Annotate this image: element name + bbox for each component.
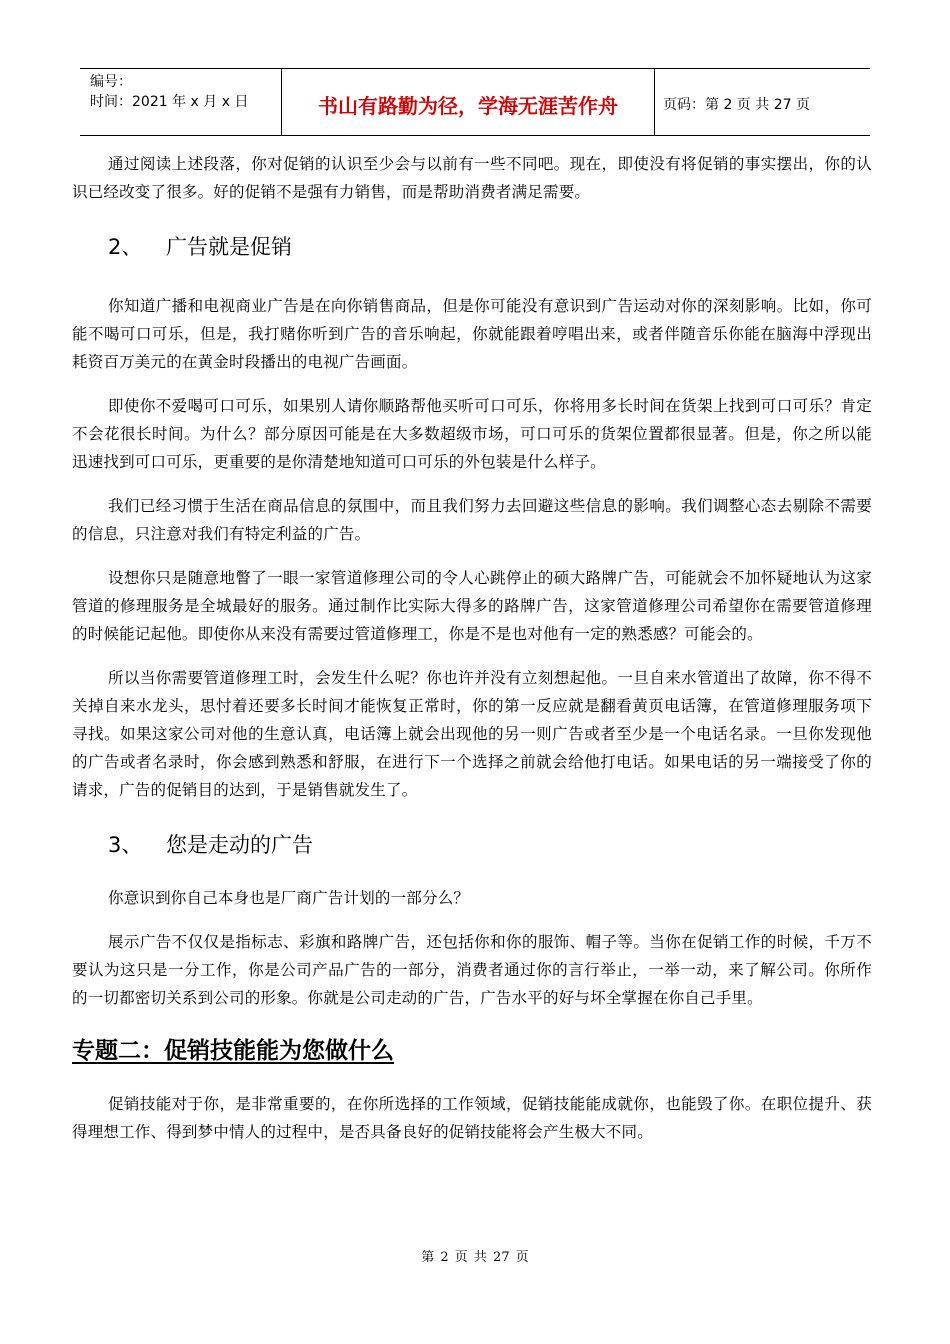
header-meta xyxy=(80,69,282,135)
doc-time-label: 时间：2021 年 x 月 x 日 xyxy=(90,94,249,110)
section-heading xyxy=(72,830,872,860)
section-title: 广告就是促销 xyxy=(166,235,292,259)
paragraph: 促销技能对于你，是非常重要的，在你所选择的工作领域，促销技能能成就你，也能毁了你。在职位提升、获得理想工作、得到梦中情人的过程中，是否具备良好的促销技能将会产生极大不同。 xyxy=(72,1095,872,1141)
page-header xyxy=(80,68,870,136)
paragraph: 你知道广播和电视商业广告是在向你销售商品，但是你可能没有意识到广告运动对你的深刻影响。比如，你可能不喝可口可乐，但是，我打赌你听到广告的音乐响起，你就能跟着哼唱出来，或者伴随音乐你能在脑海中浮现出耗资百万美元的在黄金时段播出的电视广告画面。 xyxy=(72,297,872,371)
paragraph: 展示广告不仅仅是指标志、彩旗和路牌广告，还包括你和你的服饰、帽子等。当你在促销工作的时候，千万不要认为这只是一分工作，你是公司产品广告的一部分，消费者通过你的言行举止，一举一动，来了解公司。你所作的一切都密切关系到公司的形象。你就是公司走动的广告，广告水平的好与坏全掌握在你自己手里。 xyxy=(72,933,872,1007)
page-footer: 第 2 页 共 27 页 xyxy=(421,1250,529,1265)
paragraph: 所以当你需要管道修理工时，会发生什么呢？你也许并没有立刻想起他。一旦自来水管道出了故障，你不得不关掉自来水龙头，思忖着还要多长时间才能恢复正常时，你的第一反应就是翻看黄页电话簿，在管道修理服务项下寻找。如果这家公司对他的生意认真，电话簿上就会出现他的另一则广告或者至少是一个电话名录。一旦你发现他的广告或者名录时，你会感到熟悉和舒服，在进行下一个选择之前就会给他打电话。如果电话的另一端接受了你的请求，广告的促销目的达到，于是销售就发生了。 xyxy=(72,669,872,799)
paragraph: 设想你只是随意地瞥了一眼一家管道修理公司的令人心跳停止的硕大路牌广告，可能就会不加怀疑地认为这家管道的修理服务是全城最好的服务。通过制作比实际大得多的路牌广告，这家管道修理公司希望你在需要管道修理的时候能记起他。即使你从来没有需要过管道修理工，你是不是也对他有一定的熟悉感？可能会的。 xyxy=(72,569,872,643)
paragraph: 你意识到你自己本身也是厂商广告计划的一部分么？ xyxy=(108,889,470,907)
doc-number-label: 编号： xyxy=(90,74,132,90)
header-page-number: 页码：第 2 页 共 27 页 xyxy=(663,97,810,113)
paragraph: 即使你不爱喝可口可乐，如果别人请你顺路帮他买听可口可乐，你将用多长时间在货架上找到可口可乐？肯定不会花很长时间。为什么？部分原因可能是在大多数超级市场，可口可乐的货架位置都很显著。但是，你之所以能迅速找到可口可乐，更重要的是你清楚地知道可口可乐的外包装是什么样子。 xyxy=(72,397,872,471)
paragraph: 我们已经习惯于生活在商品信息的氛围中，而且我们努力去回避这些信息的影响。我们调整心态去剔除不需要的信息，只注意对我们有特定利益的广告。 xyxy=(72,497,872,543)
section-title: 您是走动的广告 xyxy=(166,833,313,857)
topic-heading: 专题二：促销技能能为您做什么 xyxy=(72,1038,394,1064)
document-body xyxy=(72,150,872,1146)
section-number: 3、 xyxy=(108,833,143,857)
paragraph: 通过阅读上述段落，你对促销的认识至少会与以前有一些不同吧。现在，即使没有将促销的事实摆出，你的认识已经改变了很多。好的促销不是强有力销售，而是帮助消费者满足需要。 xyxy=(72,155,872,201)
section-heading xyxy=(72,232,872,262)
section-number: 2、 xyxy=(108,235,143,259)
header-motto: 书山有路勤为径，学海无涯苦作舟 xyxy=(282,69,655,135)
